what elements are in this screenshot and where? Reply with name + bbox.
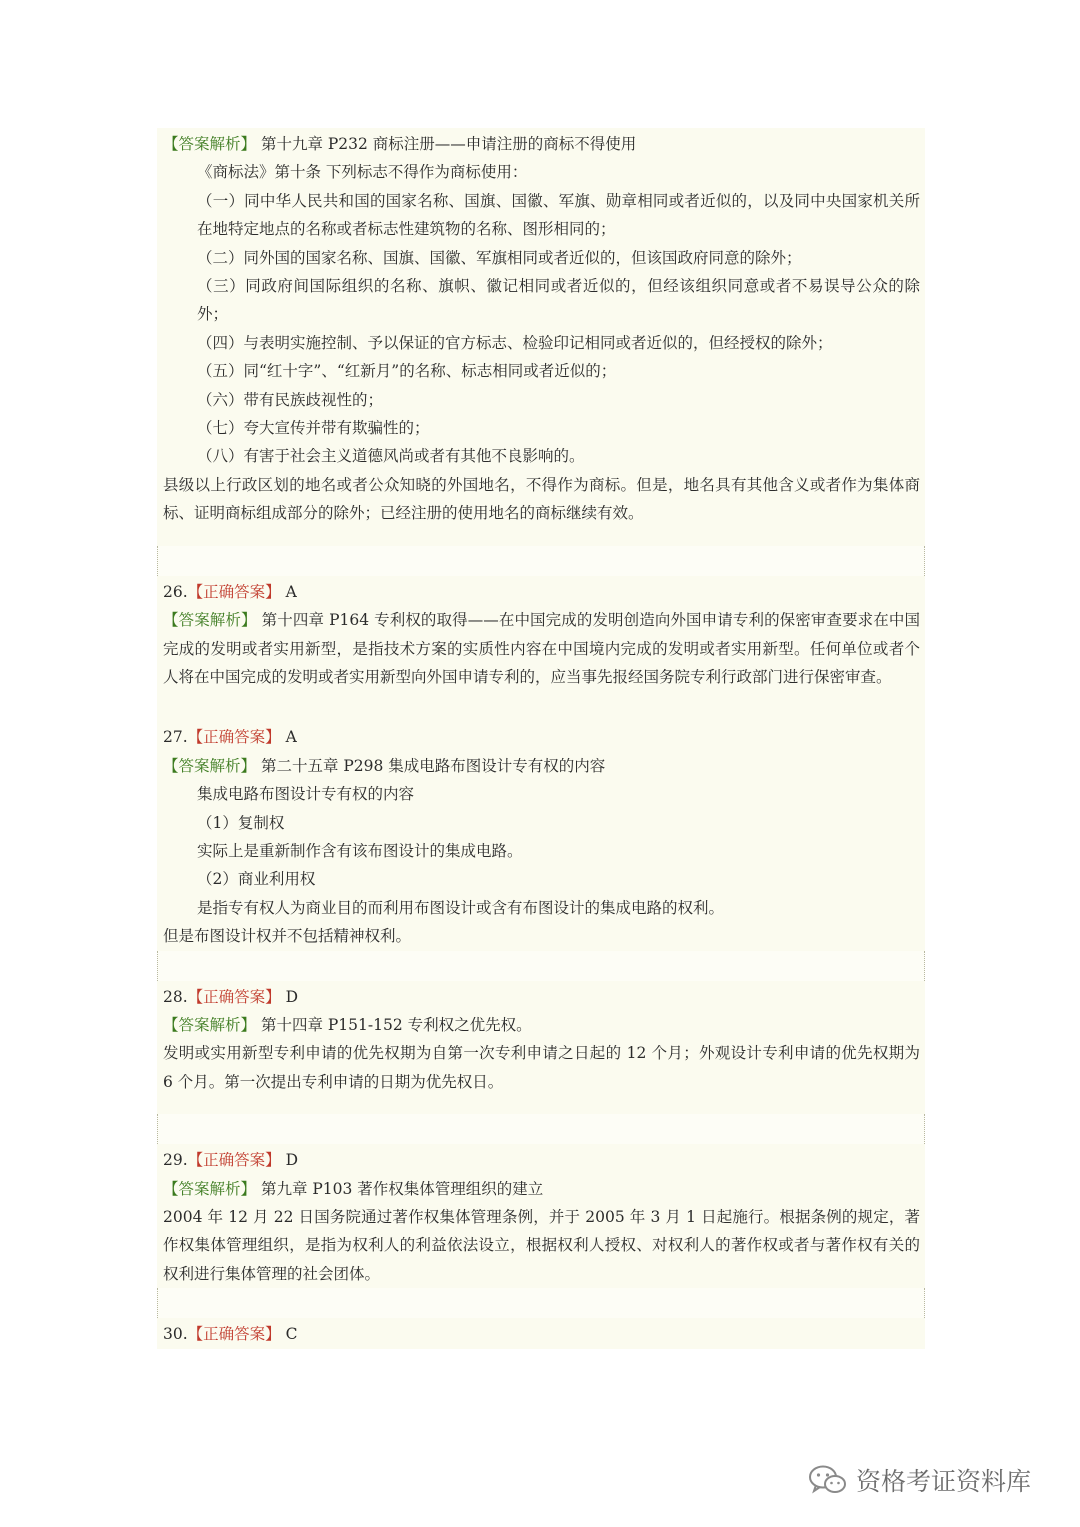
divider bbox=[157, 546, 925, 576]
question-30 bbox=[157, 1318, 925, 1348]
text-line: 是指专有权人为商业目的而利用布图设计或含有布图设计的集成电路的权利。 bbox=[197, 898, 725, 917]
divider bbox=[157, 1288, 925, 1318]
answer-line-29 bbox=[163, 1146, 920, 1174]
list-item: （六）带有民族歧视性的； bbox=[197, 390, 384, 409]
watermark-text: 资格考证资料库 bbox=[856, 1467, 1032, 1496]
closing-paragraph: 县级以上行政区划的地名或者公众知晓的外国地名，不得作为商标。但是，地名具有其他含义或者作为集体商标、证明商标组成部分的除外；已经注册的使用地名的商标继续有效。 bbox=[163, 475, 920, 523]
explanation-tag: 【答案解析】 bbox=[163, 611, 257, 630]
answer-tag: 【正确答案】 bbox=[187, 1325, 281, 1344]
question-number: 29. bbox=[163, 1151, 188, 1170]
explanation-text: 第二十五章 P298 集成电路布图设计专有权的内容 bbox=[256, 756, 606, 775]
text-line: 集成电路布图设计专有权的内容 bbox=[197, 785, 415, 804]
answer-value: A bbox=[280, 728, 297, 747]
explanation-tag: 【答案解析】 bbox=[163, 135, 257, 153]
explanation-tag: 【答案解析】 bbox=[163, 1015, 257, 1034]
watermark bbox=[808, 1462, 1031, 1498]
list-item: （一）同中华人民共和国的国家名称、国旗、国徽、军旗、勋章相同或者近似的，以及同中央国家机关所在地特定地点的名称或者标志性建筑物的名称、图形相同的； bbox=[197, 191, 920, 239]
answer-line-27 bbox=[163, 723, 920, 751]
answer-tag: 【正确答案】 bbox=[187, 728, 281, 747]
heading-25 bbox=[163, 130, 920, 158]
question-number: 28. bbox=[163, 987, 188, 1006]
explanation-tag: 【答案解析】 bbox=[163, 1179, 257, 1198]
list-item: （八）有害于社会主义道德风尚或者有其他不良影响的。 bbox=[197, 447, 585, 466]
answer-value: D bbox=[280, 1151, 299, 1170]
explanation-body: 发明或实用新型专利申请的优先权期为自第一次专利申请之日起的 12 个月；外观设计专利申请的优先权期为 6 个月。第一次提出专利申请的日期为优先权日。 bbox=[163, 1044, 920, 1091]
list-item: （五）同“红十字”、“红新月”的名称、标志相同或者近似的； bbox=[197, 362, 617, 381]
divider bbox=[157, 951, 925, 981]
explanation-text: 第十四章 P151-152 专利权之优先权。 bbox=[256, 1015, 532, 1034]
answer-value: C bbox=[280, 1325, 298, 1344]
answer-line-26 bbox=[163, 578, 920, 606]
question-27 bbox=[157, 721, 925, 950]
question-29 bbox=[157, 1144, 925, 1288]
law-line: 《商标法》第十条 下列标志不得作为商标使用： bbox=[197, 163, 528, 182]
explanation-tag: 【答案解析】 bbox=[163, 756, 257, 775]
answer-line-28 bbox=[163, 983, 920, 1011]
list-item: （四）与表明实施控制、予以保证的官方标志、检验印记相同或者近似的，但经授权的除外； bbox=[197, 333, 833, 352]
list-item: （七）夸大宣传并带有欺骗性的； bbox=[197, 419, 430, 438]
wechat-icon bbox=[808, 1464, 848, 1496]
explanation-25 bbox=[157, 128, 925, 546]
answer-line-30 bbox=[163, 1320, 920, 1348]
text-line: （1）复制权 bbox=[197, 813, 285, 832]
answer-value: A bbox=[280, 582, 297, 601]
explanation-27 bbox=[163, 752, 920, 780]
explanation-text: 第九章 P103 著作权集体管理组织的建立 bbox=[256, 1179, 544, 1198]
question-number: 27. bbox=[163, 728, 188, 747]
list-item: （二）同外国的国家名称、国旗、国徽、军旗相同或者近似的，但该国政府同意的除外； bbox=[197, 248, 802, 267]
question-number: 30. bbox=[163, 1325, 188, 1344]
explanation-text: 第十四章 P164 专利权的取得——在中国完成的发明创造向外国申请专利的保密审查要求在中国完成的发明或者实用新型，是指技术方案的实质性内容在中国境内完成的发明或者实用新型。任何单位或者个人将在中国完成的发明或者实用新型向外国申请专利的，应当事先报经国务院专利行政部门进行保密审查。 bbox=[163, 611, 920, 686]
question-26 bbox=[157, 576, 925, 722]
question-number: 26. bbox=[163, 582, 188, 601]
answer-tag: 【正确答案】 bbox=[187, 582, 281, 601]
question-28 bbox=[157, 981, 925, 1115]
answer-value: D bbox=[280, 987, 299, 1006]
text-line: 但是布图设计权并不包括精神权利。 bbox=[163, 927, 412, 946]
list-item: （三）同政府间国际组织的名称、旗帜、徽记相同或者近似的，但经该组织同意或者不易误导公众的除外； bbox=[197, 277, 920, 324]
text-line: 实际上是重新制作含有该布图设计的集成电路。 bbox=[197, 841, 523, 860]
answer-tag: 【正确答案】 bbox=[187, 1151, 281, 1170]
divider bbox=[157, 1114, 925, 1144]
document-page bbox=[157, 128, 925, 1349]
explanation-body: 2004 年 12 月 22 日国务院通过著作权集体管理条例，并于 2005 年 3 月 1 日起施行。根据条例的规定，著作权集体管理组织，是指为权利人的利益依法设立，根据权利人授权、对权利人的著作权或者与著作权有关的权利进行集体管理的社会团体。 bbox=[163, 1208, 920, 1283]
explanation-28 bbox=[163, 1011, 920, 1039]
explanation-26 bbox=[163, 606, 920, 691]
answer-tag: 【正确答案】 bbox=[187, 987, 281, 1006]
explanation-title: 第十九章 P232 商标注册——申请注册的商标不得使用 bbox=[256, 135, 637, 153]
text-line: （2）商业利用权 bbox=[197, 870, 316, 889]
explanation-29 bbox=[163, 1175, 920, 1203]
